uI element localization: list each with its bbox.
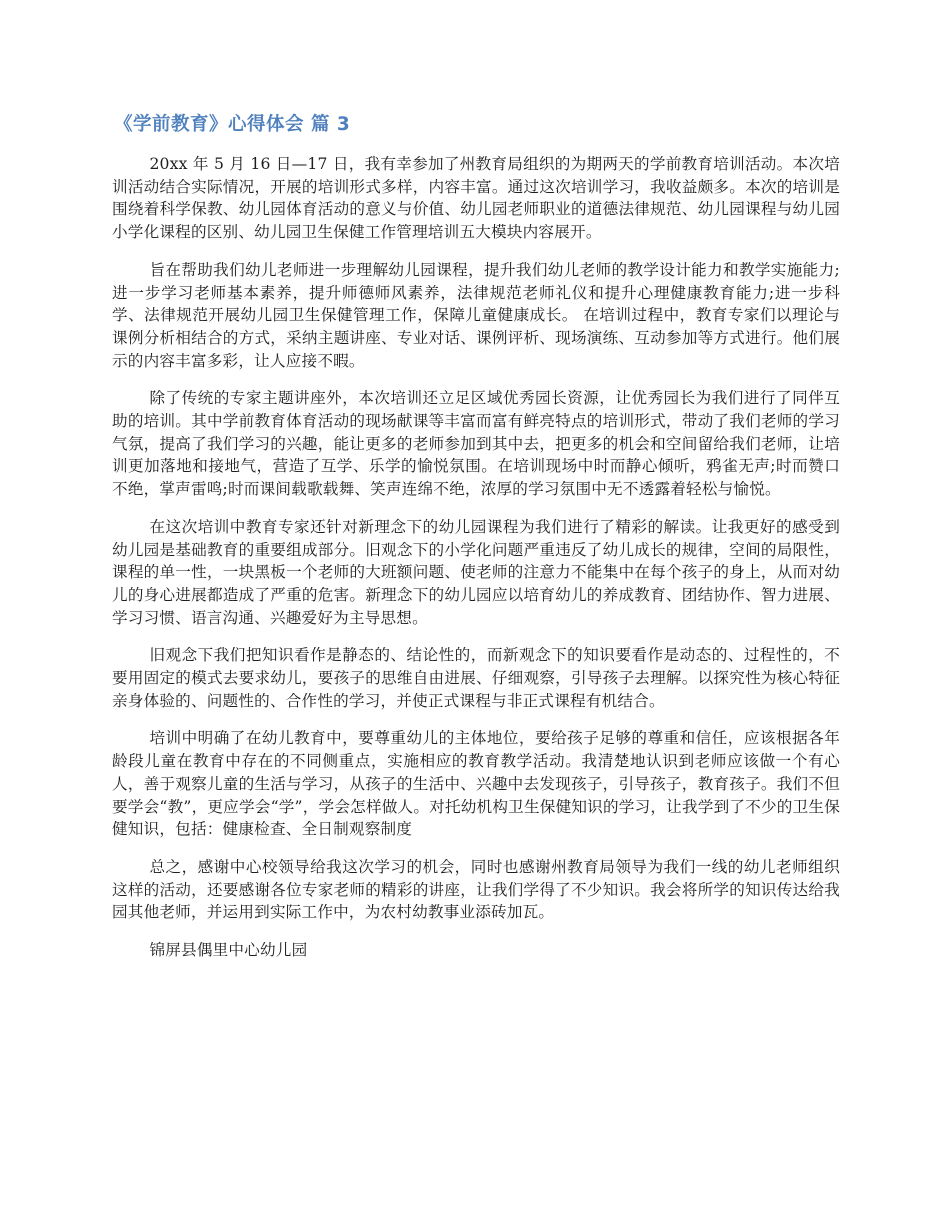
paragraph-intro: 20xx 年 5 月 16 日—17 日，我有幸参加了州教育局组织的为期两天的学前教育培训活动。本次培训活动结合实际情况，开展的培训形式多样，内容丰富。通过这次培训学习，我收益颇多。本次的培训是围绕着科学保教、幼儿园体育活动的意义与价值、幼儿园老师职业的道德法律规范、幼儿园课程与幼儿园小学化课程的区别、幼儿园卫生保健工作管理培训五大模块内容展开。	[112, 155, 840, 242]
signature-school: 锦屏县偶里中心幼儿园	[149, 941, 308, 960]
paragraph-new-curriculum: 在这次培训中教育专家还针对新理念下的幼儿园课程为我们进行了精彩的解读。让我更好的感受到幼儿园是基础教育的重要组成部分。旧观念下的小学化问题严重违反了幼儿成长的规律，空间的局限性，课程的单一性，一块黑板一个老师的大班额问题、使老师的注意力不能集中在每个孩子的身上，从而对幼儿的身心进展都造成了严重的危害。新理念下的幼儿园应以培育幼儿的养成教育、团结协作、智力进展、学习习惯、语言沟通、兴趣爱好为主导思想。	[112, 517, 840, 627]
paragraph-goals: 旨在帮助我们幼儿老师进一步理解幼儿园课程，提升我们幼儿老师的教学设计能力和教学实施能力;进一步学习老师基本素养，提升师德师风素养，法律规范老师礼仪和提升心理健康教育能力;进一步科学、法律规范开展幼儿园卫生保健管理工作，保障儿童健康成长。 在培训过程中，教育专家们以理论与课例分析相结合的方式，采纳主题讲座、专业对话、课例评析、现场演练、互动参加等方式进行。他们展示的内容丰富多彩，让人应接不暇。	[112, 260, 840, 370]
document-title: 《学前教育》心得体会 篇 3	[114, 114, 351, 135]
document-page	[112, 112, 840, 962]
paragraph-knowledge-concept: 旧观念下我们把知识看作是静态的、结论性的，而新观念下的知识要看作是动态的、过程性的，不要用固定的模式去要求幼儿，要孩子的思维自由进展、仔细观察，引导孩子去理解。以探究性为核心特征亲身体验的、问题性的、合作性的学习，并使正式课程与非正式课程有机结合。	[112, 646, 840, 710]
paragraph-peer-training: 除了传统的专家主题讲座外，本次培训还立足区域优秀园长资源，让优秀园长为我们进行了同伴互助的培训。其中学前教育体育活动的现场献课等丰富而富有鲜亮特点的培训形式，带动了我们老师的学习气氛，提高了我们学习的兴趣，能让更多的老师参加到其中去，把更多的机会和空间留给我们老师，让培训更加落地和接地气，营造了互学、乐学的愉悦氛围。在培训现场中时而静心倾听，鸦雀无声;时而赞口不绝，掌声雷鸣;时而课间载歌载舞、笑声连绵不绝，浓厚的学习氛围中无不透露着轻松与愉悦。	[112, 389, 840, 499]
paragraph-child-respect: 培训中明确了在幼儿教育中，要尊重幼儿的主体地位，要给孩子足够的尊重和信任，应该根据各年龄段儿童在教育中存在的不同侧重点，实施相应的教育教学活动。我清楚地认识到老师应该做一个有心人，善于观察儿童的生活与学习，从孩子的生活中、兴趣中去发现孩子，引导孩子，教育孩子。我们不但要学会“教”，更应学会“学”，学会怎样做人。对托幼机构卫生保健知识的学习，让我学到了不少的卫生保健知识，包括：健康检查、全日制观察制度	[112, 729, 840, 839]
paragraph-conclusion: 总之，感谢中心校领导给我这次学习的机会，同时也感谢州教育局领导为我们一线的幼儿老师组织这样的活动，还要感谢各位专家老师的精彩的讲座，让我们学得了不少知识。我会将所学的知识传达给我园其他老师，并运用到实际工作中，为农村幼教事业添砖加瓦。	[112, 857, 840, 922]
